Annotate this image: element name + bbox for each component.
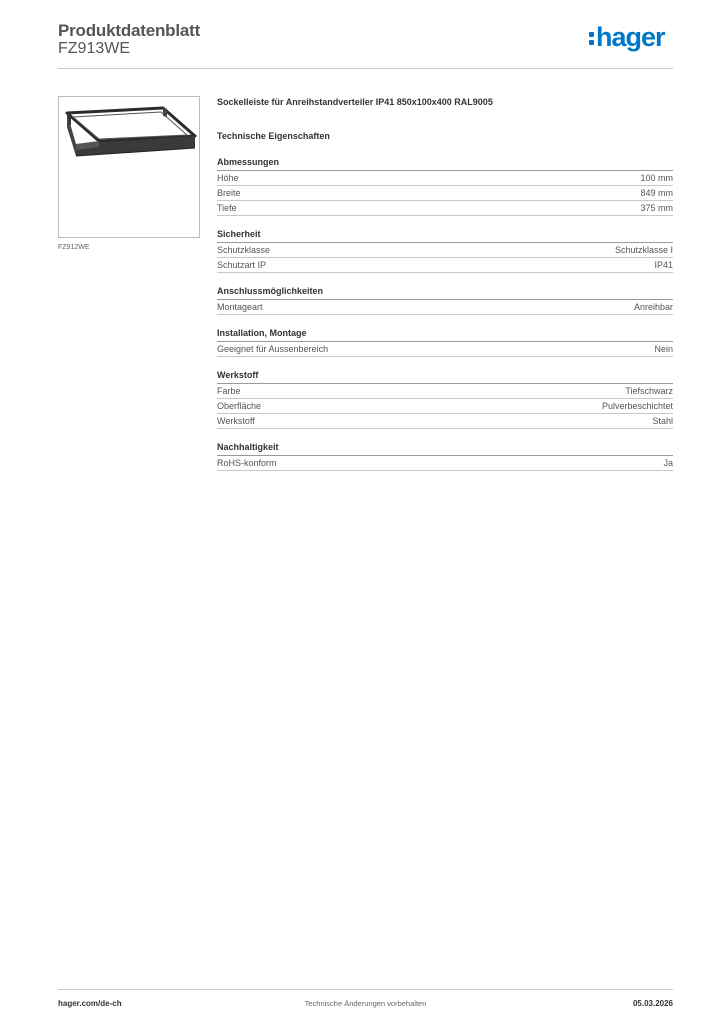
spec-row: [217, 414, 673, 429]
header-divider: [58, 68, 673, 69]
spec-label: Höhe: [217, 173, 239, 183]
product-description: Sockelleiste für Anreihstandverteiler IP41 850x100x400 RAL9005: [217, 97, 493, 107]
spec-value: Tiefschwarz: [625, 386, 673, 396]
spec-row: [217, 243, 673, 258]
image-caption: FZ912WE: [58, 244, 90, 251]
group-title: Sicherheit: [217, 229, 673, 243]
spec-value: 375 mm: [640, 203, 673, 213]
hager-logo: [589, 22, 673, 53]
spec-row: [217, 258, 673, 273]
plinth-frame-illustration: [59, 97, 199, 237]
spec-row: [217, 384, 673, 399]
spec-value: 100 mm: [640, 173, 673, 183]
spec-label: Farbe: [217, 386, 241, 396]
group-sicherheit: [217, 229, 673, 273]
spec-row: [217, 171, 673, 186]
spec-label: Breite: [217, 188, 241, 198]
group-installation-montage: [217, 328, 673, 357]
spec-row: [217, 342, 673, 357]
group-title: Abmessungen: [217, 157, 673, 171]
spec-row: [217, 399, 673, 414]
group-werkstoff: [217, 370, 673, 429]
spec-label: Schutzklasse: [217, 245, 271, 255]
product-details: [217, 96, 673, 471]
group-abmessungen: [217, 157, 673, 216]
spec-value: 849 mm: [640, 188, 673, 198]
spec-row: [217, 456, 673, 471]
spec-value: Anreihbar: [633, 302, 673, 312]
spec-row: [217, 186, 673, 201]
product-code: FZ913WE: [58, 40, 131, 57]
section-heading: Technische Eigenschaften: [217, 131, 330, 141]
spec-value: Nein: [654, 344, 673, 354]
spec-value: Ja: [663, 458, 673, 468]
group-title: Installation, Montage: [217, 328, 673, 342]
spec-label: Werkstoff: [217, 416, 255, 426]
page-footer: [58, 989, 673, 1008]
spec-label: Oberfläche: [217, 401, 262, 411]
group-nachhaltigkeit: [217, 442, 673, 471]
spec-row: [217, 300, 673, 315]
group-title: Nachhaltigkeit: [217, 442, 673, 456]
spec-label: Geeignet für Aussenbereich: [217, 344, 329, 354]
spec-row: [217, 201, 673, 216]
footer-url-link[interactable]: hager.com/de-ch: [58, 999, 122, 1008]
document-title: Produktdatenblatt: [58, 21, 201, 40]
spec-label: RoHS-konform: [217, 458, 277, 468]
group-title: Anschlussmöglichkeiten: [217, 286, 673, 300]
footer-note: Technische Änderungen vorbehalten: [304, 999, 427, 1008]
spec-label: Montageart: [217, 302, 263, 312]
spec-value: Pulverbeschichtet: [601, 401, 673, 411]
logo-dots-icon: [589, 32, 594, 49]
footer-date: 05.03.2026: [632, 999, 673, 1008]
logo-text: hager: [596, 22, 665, 52]
page-header: [58, 21, 673, 69]
group-title: Werkstoff: [217, 370, 673, 384]
spec-value: Stahl: [652, 416, 673, 426]
spec-value: IP41: [654, 260, 673, 270]
spec-label: Schutzart IP: [217, 260, 267, 270]
spec-label: Tiefe: [217, 203, 237, 213]
product-image: [58, 96, 200, 238]
spec-value: Schutzklasse I: [614, 245, 673, 255]
group-anschlussmoeglichkeiten: [217, 286, 673, 315]
